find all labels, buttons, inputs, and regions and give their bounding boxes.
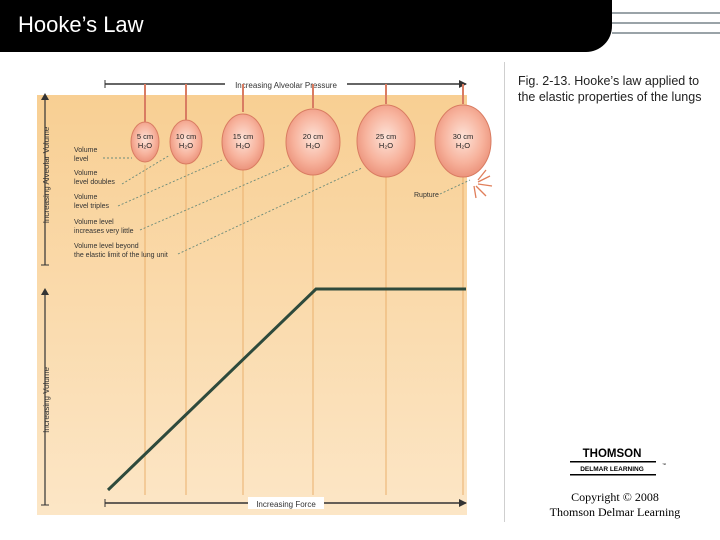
divider (504, 62, 505, 522)
bottom-axis-label: Increasing Force (256, 500, 316, 509)
pressure-label-value: 30 cm (452, 132, 474, 141)
annotation-text: Volume (74, 194, 98, 201)
pressure-label-value: 25 cm (375, 132, 397, 141)
pressure-label-unit: H₂O (235, 141, 251, 150)
pressure-label-unit: H₂O (455, 141, 471, 150)
pressure-label-unit: H₂O (378, 141, 394, 150)
pressure-label-value: 5 cm (136, 132, 154, 141)
logo-name: THOMSON (582, 448, 642, 460)
pressure-label-unit: H₂O (178, 141, 194, 150)
annotation-text: level doubles (74, 179, 115, 186)
slide-title: Hooke’s Law (18, 12, 144, 37)
left-top-axis-label: Increasing Alveolar Volume (42, 126, 51, 224)
pressure-label-value: 20 cm (302, 132, 324, 141)
annotation-text: level triples (74, 203, 110, 210)
annotation-text: Volume level beyond (74, 243, 139, 250)
logo-tm: ™ (662, 462, 666, 467)
left-bottom-axis-label: Increasing Volume (42, 367, 51, 433)
annotation-text: Volume (74, 170, 98, 177)
annotation-text: Volume level (74, 219, 114, 226)
rupture-burst-icon (474, 170, 492, 198)
pressure-label-unit: H₂O (137, 141, 153, 150)
pressure-label-unit: H₂O (305, 141, 321, 150)
annotation-text: level (74, 156, 89, 163)
annotation-text: increases very little (74, 228, 134, 235)
pressure-label-value: 15 cm (232, 132, 254, 141)
logo-sub: DELMAR LEARNING (580, 466, 644, 473)
pressure-label-value: 10 cm (175, 132, 197, 141)
figure-caption: Fig. 2-13. Hooke’s law applied to the elastic properties of the lungs (518, 74, 702, 104)
rupture-label: Rupture (414, 192, 439, 199)
copyright-text: Copyright © 2008 Thomson Delmar Learning (549, 490, 681, 519)
top-axis-label: Increasing Alveolar Pressure (235, 81, 337, 90)
annotation-text: Volume (74, 147, 98, 154)
annotation-text: the elastic limit of the lung unit (74, 252, 168, 259)
